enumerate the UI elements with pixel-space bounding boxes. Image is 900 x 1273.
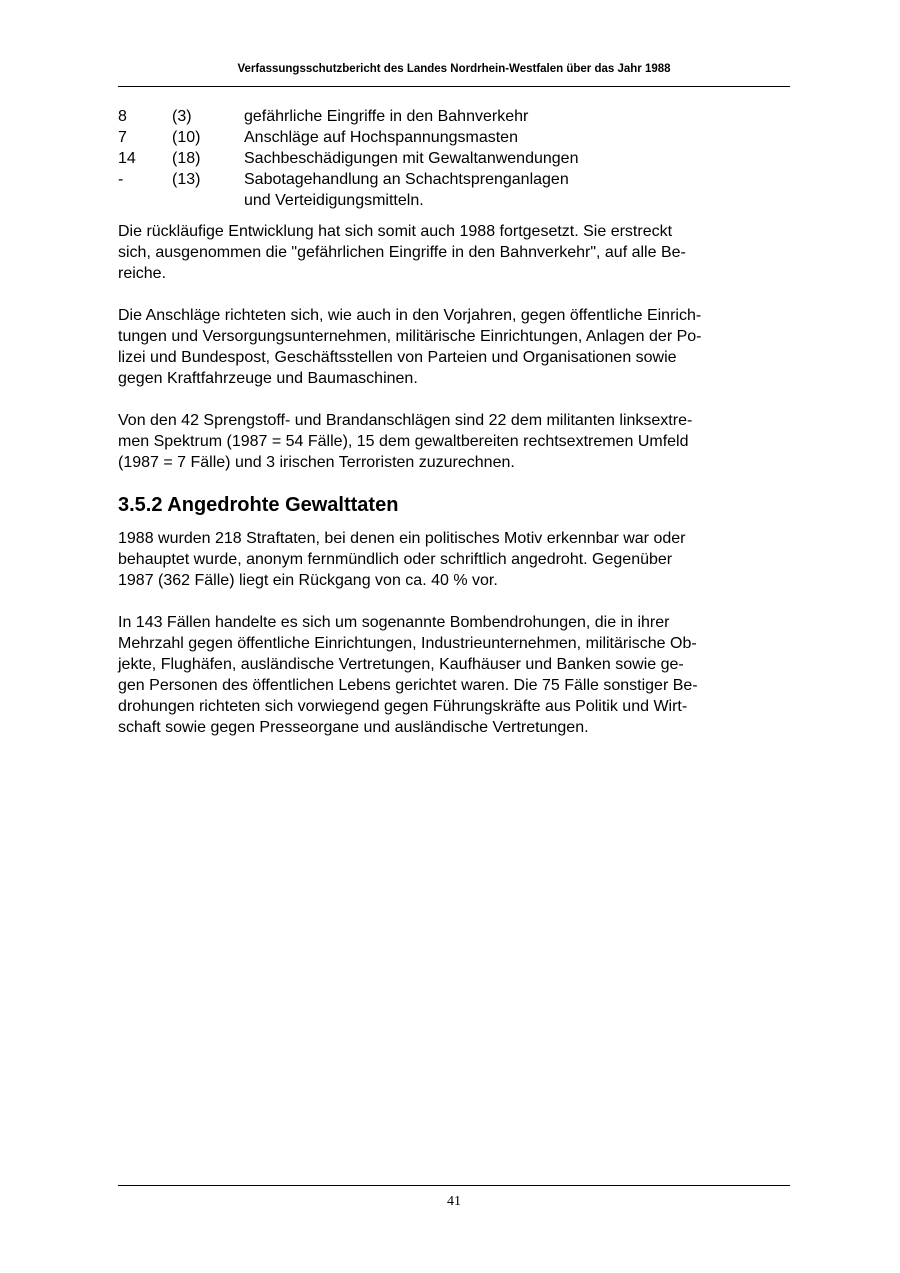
body-paragraph [118,528,790,591]
text-line: behauptet wurde, anonym fernmündlich oder schriftlich angedroht. Gegenüber [118,551,673,568]
offense-description [244,127,790,148]
count-1988: 7 [118,129,127,146]
offense-description [244,106,790,127]
text-line: tungen und Versorgungsunternehmen, militärische Einrichtungen, Anlagen der Po- [118,328,702,345]
statistic-row [118,169,790,211]
text-line: reiche. [118,265,167,282]
count-1987: (3) [172,108,192,125]
header-rule [118,86,790,87]
text-line: Sachbeschädigungen mit Gewaltanwendungen [244,150,579,167]
text-line: schaft sowie gegen Presseorgane und ausländische Vertretungen. [118,719,589,736]
body-paragraph [118,410,790,473]
text-line: lizei und Bundespost, Geschäftsstellen von Parteien und Organisationen sowie [118,349,677,366]
text-line: gen Personen des öffentlichen Lebens gerichtet waren. Die 75 Fälle sonstiger Be- [118,677,698,694]
count-1988: 14 [118,150,136,167]
count-1987: (13) [172,171,201,188]
statistics-list [118,106,790,211]
text-line: sich, ausgenommen die "gefährlichen Eingriffe in den Bahnverkehr", auf alle Be- [118,244,686,261]
text-line: 1988 wurden 218 Straftaten, bei denen ein politisches Motiv erkennbar war oder [118,530,686,547]
text-line: 1987 (362 Fälle) liegt ein Rückgang von ca. 40 % vor. [118,572,498,589]
statistic-row [118,148,790,169]
text-line: Die rückläufige Entwicklung hat sich somit auch 1988 fortgesetzt. Sie erstreckt [118,223,673,240]
text-line: Anschläge auf Hochspannungsmasten [244,129,518,146]
text-line: drohungen richteten sich vorwiegend gegen Führungskräfte aus Politik und Wirt- [118,698,688,715]
text-line: gegen Kraftfahrzeuge und Baumaschinen. [118,370,418,387]
text-line: men Spektrum (1987 = 54 Fälle), 15 dem gewaltbereiten rechtsextremen Umfeld [118,433,689,450]
text-line: und Verteidigungsmitteln. [244,192,424,209]
count-1988: 8 [118,108,127,125]
statistic-row [118,127,790,148]
page-content [118,106,790,738]
count-1987: (18) [172,150,201,167]
text-line: Mehrzahl gegen öffentliche Einrichtungen, Industrieunternehmen, militärische Ob- [118,635,697,652]
text-line: gefährliche Eingriffe in den Bahnverkehr [244,108,529,125]
section-heading: 3.5.2 Angedrohte Gewalttaten [118,494,399,516]
footer-rule [118,1185,790,1186]
text-line: Die Anschläge richteten sich, wie auch in den Vorjahren, gegen öffentliche Einrich- [118,307,702,324]
count-1988: - [118,171,124,188]
text-line: In 143 Fällen handelte es sich um sogenannte Bombendrohungen, die in ihrer [118,614,670,631]
body-paragraph [118,305,790,389]
page-number: 41 [447,1194,461,1209]
text-line: Von den 42 Sprengstoff- und Brandanschlägen sind 22 dem militanten linksextre- [118,412,693,429]
count-1987: (10) [172,129,201,146]
body-paragraph [118,612,790,738]
running-header: Verfassungsschutzbericht des Landes Nordrhein-Westfalen über das Jahr 1988 [237,63,671,75]
body-paragraph [118,221,790,284]
offense-description [244,148,790,169]
offense-description [244,169,790,211]
text-line: jekte, Flughäfen, ausländische Vertretungen, Kaufhäuser und Banken sowie ge- [118,656,684,673]
text-line: Sabotagehandlung an Schachtsprenganlagen [244,171,569,188]
text-line: (1987 = 7 Fälle) und 3 irischen Terroristen zuzurechnen. [118,454,515,471]
statistic-row [118,106,790,127]
